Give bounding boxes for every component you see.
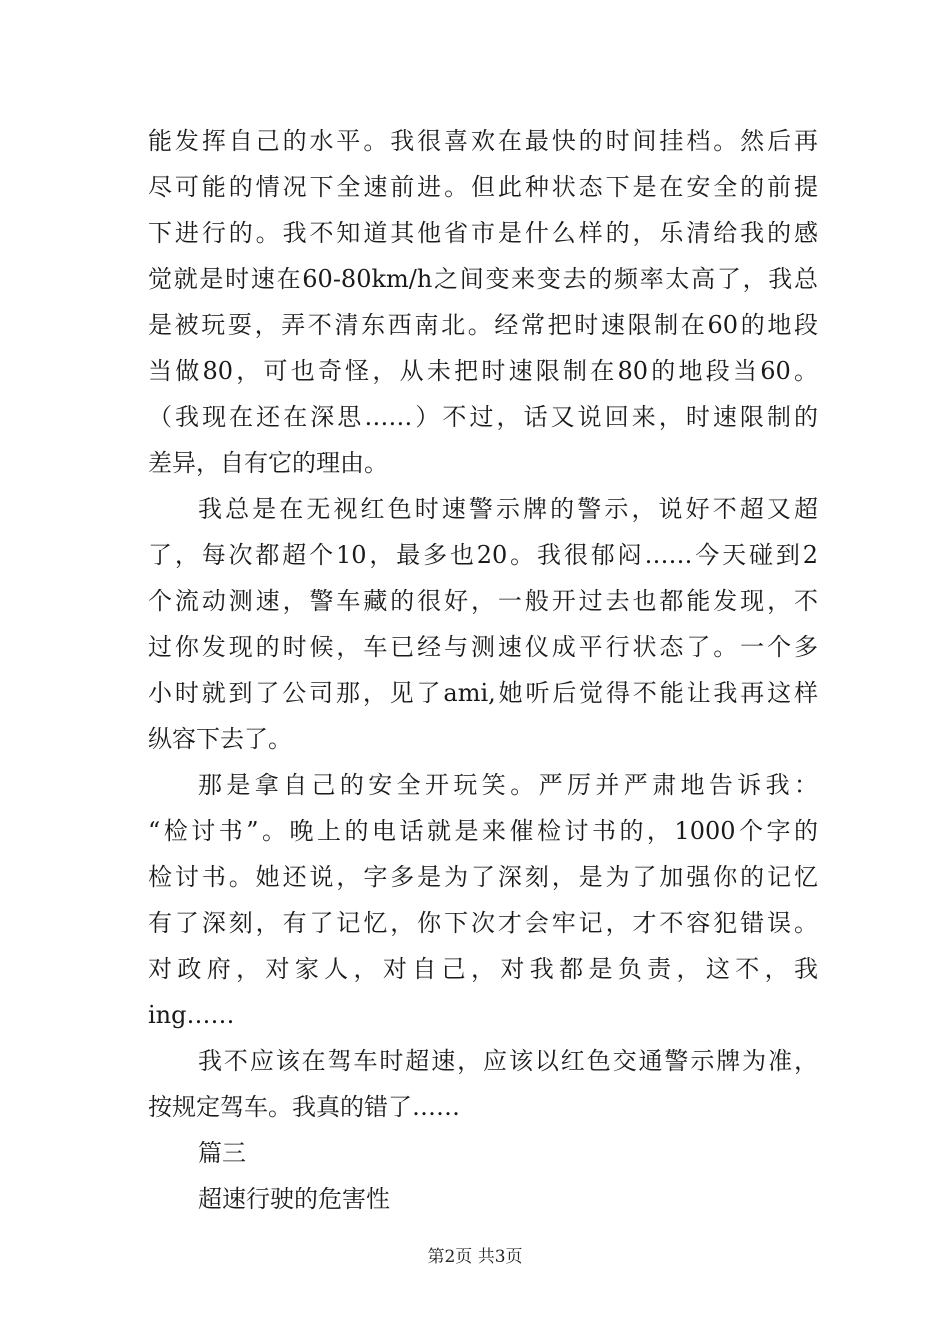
paragraph-2 <box>148 486 818 762</box>
text-line: 按规定驾车。我真的错了…… <box>148 1093 460 1121</box>
paragraph-4 <box>148 1038 818 1130</box>
text-line: 有了深刻，有了记忆，你下次才会牢记，才不容犯错误。 <box>148 909 818 937</box>
text-line: 那是拿自己的安全开玩笑。严厉并严肃地告诉我： <box>198 771 818 799</box>
text-line: “检讨书”。晚上的电话就是来催检讨书的，1000个字的 <box>148 817 818 845</box>
text-line: 尽可能的情况下全速前进。但此种状态下是在安全的前提 <box>148 173 818 201</box>
text-line: 对政府，对家人，对自己，对我都是负责，这不，我 <box>148 955 818 983</box>
text-line: 小时就到了公司那，见了ami,她听后觉得不能让我再这样 <box>148 679 818 707</box>
section-title: 篇三 <box>198 1139 246 1167</box>
text-line: 我不应该在驾车时超速，应该以红色交通警示牌为准， <box>198 1047 818 1075</box>
text-line: 个流动测速，警车藏的很好，一般开过去也都能发现，不 <box>148 587 818 615</box>
section-subtitle-block <box>148 1176 818 1222</box>
text-line: 我总是在无视红色时速警示牌的警示，说好不超又超 <box>198 495 818 523</box>
text-line: 了，每次都超个10，最多也20。我很郁闷……今天碰到2 <box>148 541 818 569</box>
text-line: 差异，自有它的理由。 <box>148 449 388 477</box>
page-number: 第2页 共3页 <box>427 1247 523 1267</box>
text-line: 纵容下去了。 <box>148 725 292 753</box>
text-line: 当做80，可也奇怪，从未把时速限制在80的地段当60。 <box>148 357 818 385</box>
text-line: （我现在还在深思……）不过，话又说回来，时速限制的 <box>148 403 818 431</box>
section-label <box>148 1130 818 1176</box>
text-line: 是被玩耍，弄不清东西南北。经常把时速限制在60的地段 <box>148 311 818 339</box>
paragraph-1 <box>148 118 818 486</box>
text-line: 能发挥自己的水平。我很喜欢在最快的时间挂档。然后再 <box>148 127 818 155</box>
section-subtitle: 超速行驶的危害性 <box>198 1185 390 1213</box>
paragraph-3 <box>148 762 818 1038</box>
text-line: 下进行的。我不知道其他省市是什么样的，乐清给我的感 <box>148 219 818 247</box>
page-footer <box>0 1242 950 1267</box>
text-line: 过你发现的时候，车已经与测速仪成平行状态了。一个多 <box>148 633 818 661</box>
text-line: ing…… <box>148 1001 235 1029</box>
text-line: 觉就是时速在60-80km/h之间变来变去的频率太高了，我总 <box>148 265 818 293</box>
document-body <box>148 118 818 1222</box>
text-line: 检讨书。她还说，字多是为了深刻，是为了加强你的记忆 <box>148 863 818 891</box>
